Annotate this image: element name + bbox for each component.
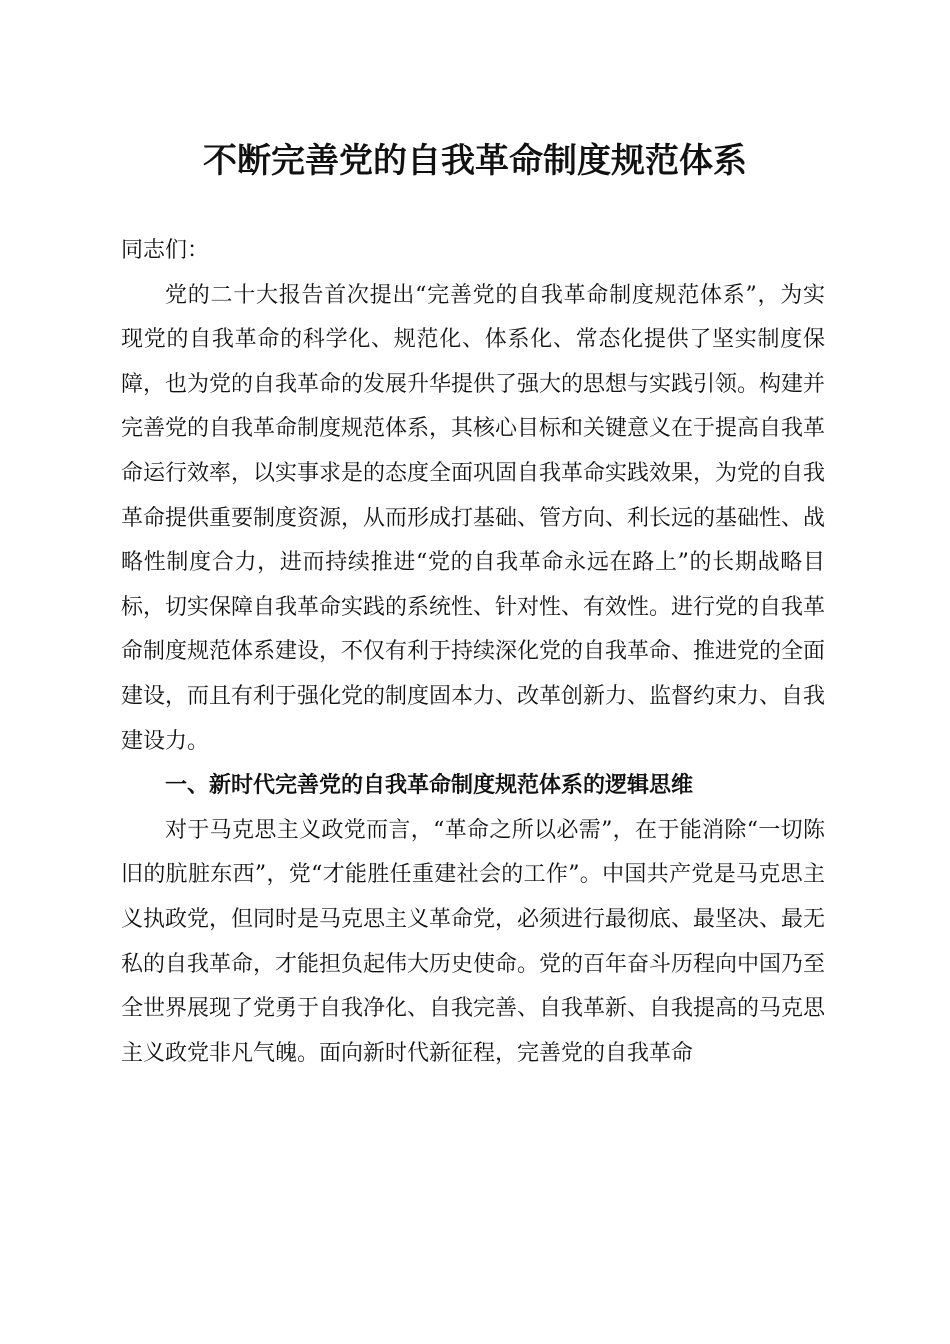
section-heading: 一、新时代完善党的自我革命制度规范体系的逻辑思维 bbox=[165, 773, 694, 799]
document-body bbox=[121, 229, 825, 1076]
document-title: 不断完善党的自我革命制度规范体系 bbox=[203, 141, 747, 181]
paragraph-section-one: 对于马克思主义政党而言，“革命之所以必需”，在于能消除“一切陈旧的肮脏东西”，党“才能胜任重建社会的工作”。中国共产党是马克思主义执政党，但同时是马克思主义革命党，必须进行最彻底、最坚决、最无私的自我革命，才能担负起伟大历史使命。党的百年奋斗历程向中国乃至全世界展现了党勇于自我净化、自我完善、自我革新、自我提高的马克思主义政党非凡气魄。面向新时代新征程，完善党的自我革命 bbox=[121, 817, 826, 1066]
paragraph-intro: 党的二十大报告首次提出“完善党的自我革命制度规范体系”，为实现党的自我革命的科学化、规范化、体系化、常态化提供了坚实制度保障，也为党的自我革命的发展升华提供了强大的思想与实践引领。构建并完善党的自我革命制度规范体系，其核心目标和关键意义在于提高自我革命运行效率，以实事求是的态度全面巩固自我革命实践效果，为党的自我革命提供重要制度资源，从而形成打基础、管方向、利长远的基础性、战略性制度合力，进而持续推进“党的自我革命永远在路上”的长期战略目标，切实保障自我革命实践的系统性、针对性、有效性。进行党的自我革命制度规范体系建设，不仅有利于持续深化党的自我革命、推进党的全面建设，而且有利于强化党的制度固本力、改革创新力、监督约束力、自我建设力。 bbox=[121, 282, 826, 754]
salutation: 同志们： bbox=[121, 238, 210, 263]
